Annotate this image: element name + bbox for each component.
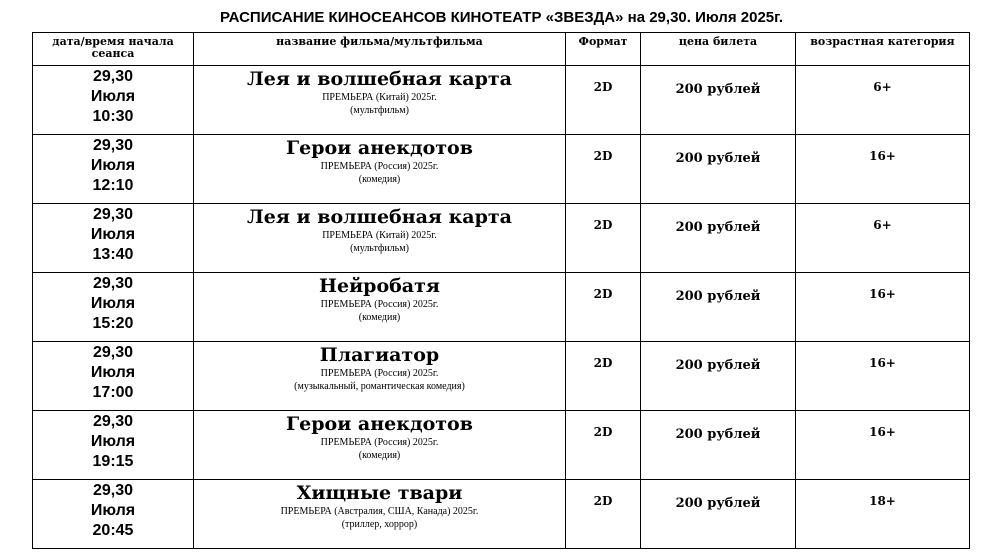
- session-month: Июля: [90, 433, 136, 450]
- film-title: Хищные твари: [296, 482, 463, 504]
- session-datetime: [33, 204, 194, 273]
- film-cell: [194, 480, 566, 549]
- session-days: 29,30: [92, 68, 134, 85]
- schedule-table: [32, 32, 970, 549]
- age-cell: 18+: [796, 480, 970, 549]
- table-row: [33, 204, 970, 273]
- session-datetime: [33, 66, 194, 135]
- film-title: Герои анекдотов: [286, 137, 473, 159]
- session-datetime: [33, 273, 194, 342]
- session-month: Июля: [90, 502, 136, 519]
- film-premiere: ПРЕМЬЕРА (Австралия, США, Канада) 2025г.: [280, 506, 479, 517]
- age-cell: 6+: [796, 66, 970, 135]
- session-time: 19:15: [92, 453, 134, 470]
- session-days: 29,30: [92, 413, 134, 430]
- session-month: Июля: [90, 364, 136, 381]
- header-price: цена билета: [641, 33, 796, 66]
- session-time: 13:40: [92, 246, 134, 263]
- film-premiere: ПРЕМЬЕРА (Россия) 2025г.: [320, 437, 439, 448]
- table-row: [33, 273, 970, 342]
- film-cell: [194, 342, 566, 411]
- film-title: Плагиатор: [319, 344, 440, 366]
- film-genre: (триллер, хоррор): [341, 519, 418, 530]
- age-cell: 16+: [796, 342, 970, 411]
- film-cell: [194, 204, 566, 273]
- format-cell: 2D: [566, 135, 641, 204]
- format-cell: 2D: [566, 204, 641, 273]
- header-datetime: дата/время начала сеанса: [33, 33, 194, 66]
- session-time: 12:10: [92, 177, 134, 194]
- page-title: РАСПИСАНИЕ КИНОСЕАНСОВ КИНОТЕАТР «ЗВЕЗДА» на 29,30. Июля 2025г.: [219, 9, 784, 26]
- session-days: 29,30: [92, 275, 134, 292]
- session-datetime: [33, 135, 194, 204]
- film-genre: (комедия): [358, 312, 401, 323]
- session-datetime: [33, 480, 194, 549]
- format-cell: 2D: [566, 66, 641, 135]
- session-days: 29,30: [92, 206, 134, 223]
- film-genre: (комедия): [358, 174, 401, 185]
- session-month: Июля: [90, 157, 136, 174]
- header-format: Формат: [566, 33, 641, 66]
- price-cell: 200 рублей: [641, 411, 796, 480]
- age-cell: 16+: [796, 411, 970, 480]
- header-film: название фильма/мультфильма: [194, 33, 566, 66]
- price-cell: 200 рублей: [641, 480, 796, 549]
- price-cell: 200 рублей: [641, 342, 796, 411]
- film-premiere: ПРЕМЬЕРА (Россия) 2025г.: [320, 299, 439, 310]
- film-title: Нейробатя: [319, 275, 440, 297]
- table-row: [33, 411, 970, 480]
- age-cell: 16+: [796, 135, 970, 204]
- price-cell: 200 рублей: [641, 66, 796, 135]
- session-days: 29,30: [92, 344, 134, 361]
- header-row: [33, 33, 970, 66]
- price-cell: 200 рублей: [641, 135, 796, 204]
- film-cell: [194, 273, 566, 342]
- film-premiere: ПРЕМЬЕРА (Россия) 2025г.: [320, 161, 439, 172]
- session-time: 17:00: [92, 384, 134, 401]
- session-days: 29,30: [92, 137, 134, 154]
- film-cell: [194, 411, 566, 480]
- session-time: 10:30: [92, 108, 134, 125]
- session-days: 29,30: [92, 482, 134, 499]
- session-month: Июля: [90, 226, 136, 243]
- table-row: [33, 135, 970, 204]
- session-time: 20:45: [92, 522, 134, 539]
- format-cell: 2D: [566, 273, 641, 342]
- age-cell: 6+: [796, 204, 970, 273]
- session-datetime: [33, 342, 194, 411]
- format-cell: 2D: [566, 411, 641, 480]
- film-title: Лея и волшебная карта: [247, 68, 512, 90]
- film-cell: [194, 135, 566, 204]
- format-cell: 2D: [566, 342, 641, 411]
- film-premiere: ПРЕМЬЕРА (Китай) 2025г.: [322, 92, 437, 103]
- film-title: Лея и волшебная карта: [247, 206, 512, 228]
- table-row: [33, 342, 970, 411]
- film-genre: (мультфильм): [350, 243, 409, 254]
- table-row: [33, 66, 970, 135]
- header-age: возрастная категория: [796, 33, 970, 66]
- film-genre: (музыкальный, романтическая комедия): [294, 381, 465, 392]
- film-premiere: ПРЕМЬЕРА (Китай) 2025г.: [322, 230, 437, 241]
- session-month: Июля: [90, 295, 136, 312]
- price-cell: 200 рублей: [641, 273, 796, 342]
- age-cell: 16+: [796, 273, 970, 342]
- film-premiere: ПРЕМЬЕРА (Россия) 2025г.: [320, 368, 439, 379]
- film-title: Герои анекдотов: [286, 413, 473, 435]
- table-row: [33, 480, 970, 549]
- session-time: 15:20: [92, 315, 134, 332]
- film-cell: [194, 66, 566, 135]
- film-genre: (комедия): [358, 450, 401, 461]
- format-cell: 2D: [566, 480, 641, 549]
- price-cell: 200 рублей: [641, 204, 796, 273]
- film-genre: (мультфильм): [350, 105, 409, 116]
- session-datetime: [33, 411, 194, 480]
- session-month: Июля: [90, 88, 136, 105]
